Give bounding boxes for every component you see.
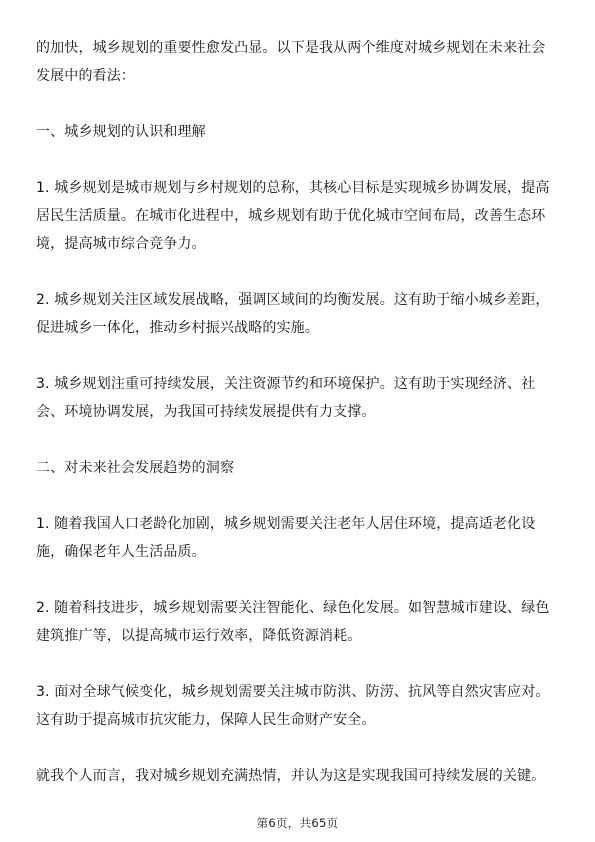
text-line: 促进城乡一体化，推动乡村振兴战略的实施。 — [36, 320, 319, 336]
closing-paragraph — [36, 762, 564, 790]
text-line: 2. 随着科技进步，城乡规划需要关注智能化、绿色化发展。如智慧城市建设、绿色 — [36, 600, 550, 616]
list-item-paragraph — [36, 286, 564, 342]
list-item-paragraph — [36, 510, 564, 566]
text-line: 就我个人而言，我对城乡规划充满热情，并认为这是实现我国可持续发展的关键。 — [36, 768, 546, 784]
text-line: 这有助于提高城市抗灾能力，保障人民生命财产安全。 — [36, 712, 376, 728]
section-heading-trends — [36, 454, 564, 482]
text-line: 发展中的看法： — [36, 68, 136, 84]
list-item-paragraph — [36, 174, 564, 258]
text-line: 二、对未来社会发展趋势的洞察 — [36, 460, 235, 476]
document-body — [36, 34, 564, 790]
section-heading-understanding — [36, 118, 564, 146]
text-line: 建筑推广等，以提高城市运行效率，降低资源消耗。 — [36, 628, 362, 644]
text-line: 3. 面对全球气候变化，城乡规划需要关注城市防洪、防涝、抗风等自然灾害应对。 — [36, 684, 550, 700]
text-line: 1. 随着我国人口老龄化加剧，城乡规划需要关注老年人居住环境，提高适老化设 — [36, 516, 536, 532]
text-line: 的加快，城乡规划的重要性愈发凸显。以下是我从两个维度对城乡规划在未来社会 — [36, 40, 546, 56]
text-line: 一、城乡规划的认识和理解 — [36, 124, 206, 140]
text-line: 2. 城乡规划关注区域发展战略，强调区域间的均衡发展。这有助于缩小城乡差距， — [36, 292, 550, 308]
text-line: 境，提高城市综合竞争力。 — [36, 236, 206, 252]
text-line: 1. 城乡规划是城市规划与乡村规划的总称，其核心目标是实现城乡协调发展，提高 — [36, 180, 550, 196]
page-number-footer: 第6页，共65页 — [256, 816, 339, 830]
list-item-paragraph — [36, 370, 564, 426]
text-line: 施，确保老年人生活品质。 — [36, 544, 206, 560]
text-line: 3. 城乡规划注重可持续发展，关注资源节约和环境保护。这有助于实现经济、社 — [36, 376, 536, 392]
list-item-paragraph — [36, 594, 564, 650]
text-line: 会、环境协调发展，为我国可持续发展提供有力支撑。 — [36, 404, 376, 420]
list-item-paragraph — [36, 678, 564, 734]
intro-paragraph — [36, 34, 564, 90]
text-line: 居民生活质量。在城市化进程中，城乡规划有助于优化城市空间布局，改善生态环 — [36, 208, 546, 224]
